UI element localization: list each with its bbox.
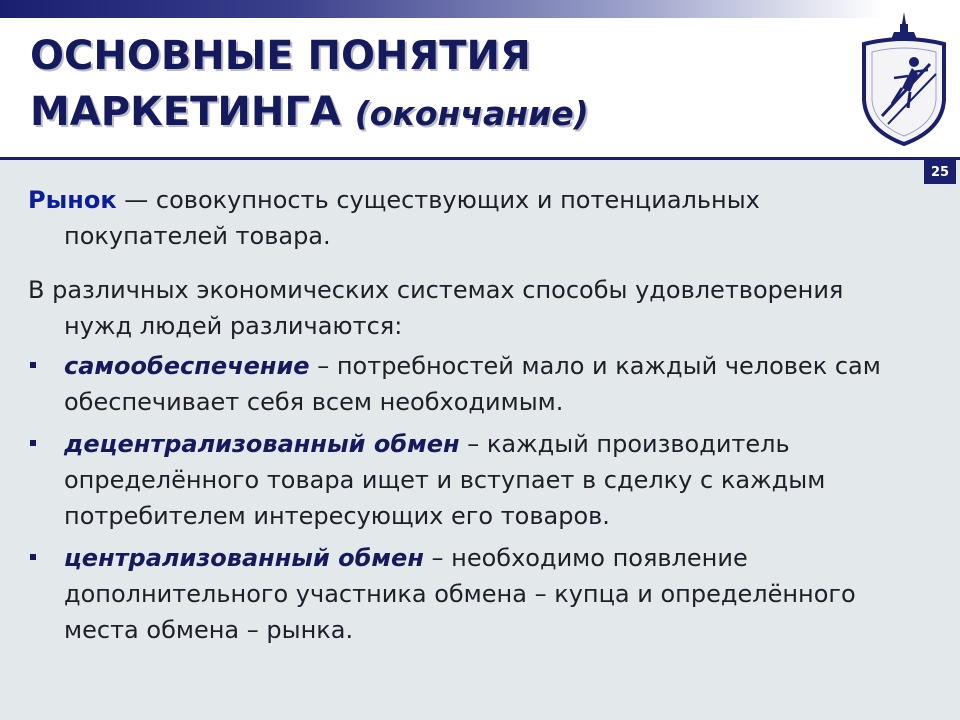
intro-paragraph: В различных экономических системах способы удовлетворения нужд людей различаются: (28, 276, 844, 340)
list-item (28, 540, 918, 648)
list-item-term: децентрализованный обмен (64, 430, 460, 458)
square-bullet-icon (30, 440, 36, 446)
title-suffix: (окончание) (354, 94, 589, 133)
square-bullet-icon (30, 362, 36, 368)
university-emblem-icon (858, 12, 950, 148)
list-item-text: – необходимо появление дополнительного участника обмена – купца и определённого места обмена – рынка. (64, 544, 856, 644)
definition-paragraph (28, 182, 918, 254)
header-gradient-bar (0, 0, 960, 18)
page-number-badge: 25 (924, 160, 956, 184)
list-item-text: – каждый производитель определённого товара ищет и вступает в сделку с каждым потребителем интересующих его товаров. (64, 430, 826, 530)
list-item-text: – потребностей мало и каждый человек сам обеспечивает себя всем необходимым. (64, 352, 881, 416)
definition-text: — совокупность существующих и потенциальных покупателей товара. (64, 186, 760, 250)
title-line-1: ОСНОВНЫЕ ПОНЯТИЯ (30, 33, 531, 79)
list-item-term: централизованный обмен (64, 544, 424, 572)
square-bullet-icon (30, 554, 36, 560)
definition-term: Рынок (28, 186, 117, 214)
slide-body (28, 182, 918, 654)
list-item (28, 426, 918, 534)
slide-title (30, 28, 830, 142)
list-item (28, 348, 918, 420)
economic-systems-list (28, 348, 918, 648)
title-line-2: МАРКЕТИНГА (30, 89, 341, 135)
list-item-term: самообеспечение (64, 352, 310, 380)
